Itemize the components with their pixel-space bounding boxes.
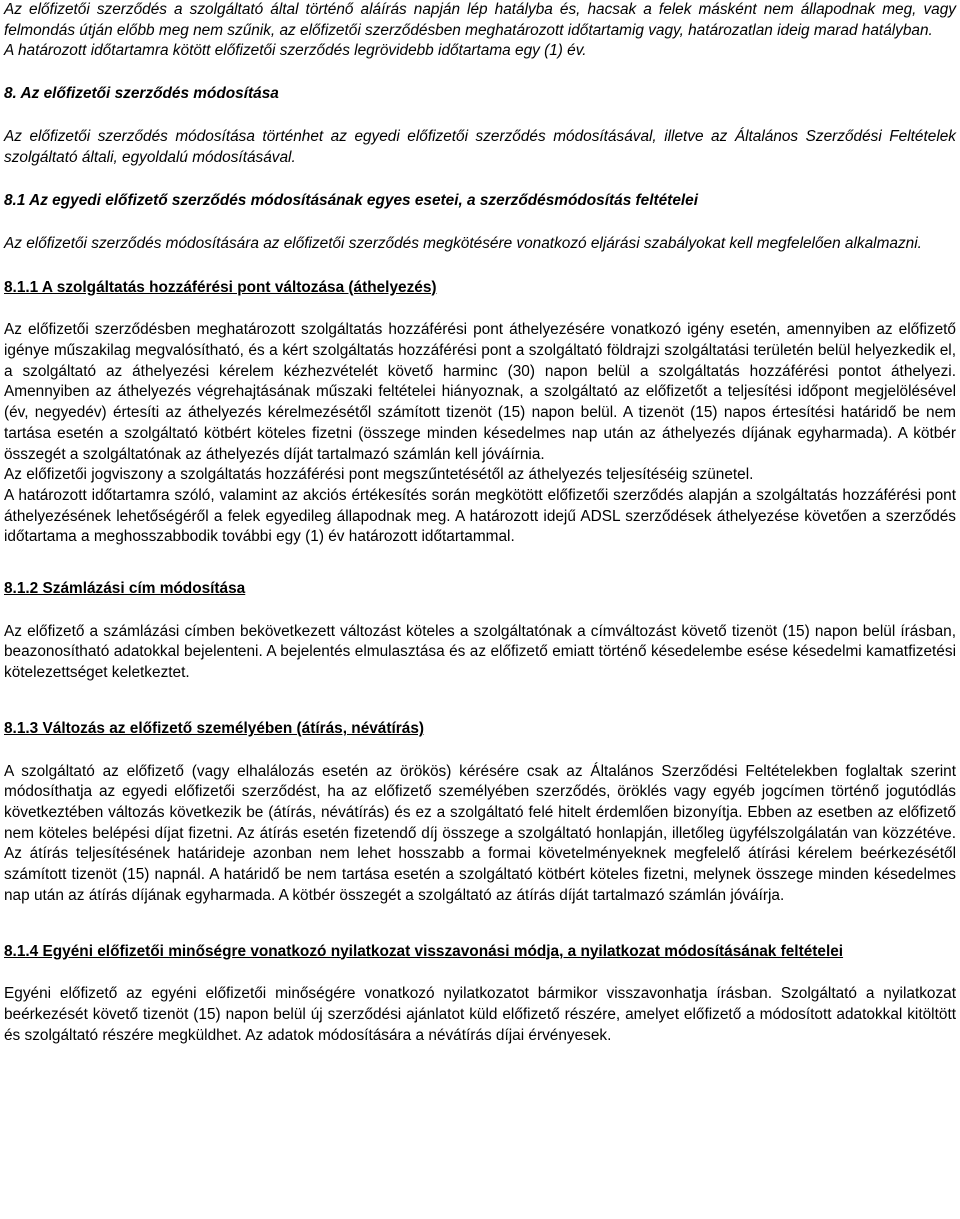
section-8-1-heading: 8.1 Az egyedi előfizető szerződés módosításának egyes esetei, a szerződésmódosítás feltételei [4, 192, 698, 210]
section-8-1-body: Az előfizetői szerződés módosítására az előfizetői szerződés megkötésére vonatkozó eljárási szabályokat kell megfelelően alkalmazni. [4, 234, 922, 252]
section-8-1-4-body: Egyéni előfizető az egyéni előfizetői minőségére vonatkozó nyilatkozatot bármikor visszavonhatja írásban. Szolgáltató a nyilatkozat beérkezését követő tizenöt (15) napon belül új szerződési ajánlatot küld előfizető részére, amelyet előfizető a módosított adatokkal kitöltött és szolgáltató részére megküldhet. Az adatok módosítására a névátírás díjai érvényesek. [4, 985, 956, 1044]
section-8-1-2-heading: 8.1.2 Számlázási cím módosítása [4, 580, 246, 598]
section-8-1-1-paragraph-3: A határozott időtartamra szóló, valamint az akciós értékesítés során megkötött előfizetői szerződés alapján a szolgáltatás hozzáférési pont áthelyezésének lehetőségéről a felek egyedileg állapodnak meg. A határozott idejű ADSL szerződések áthelyezése követően a szerződés időtartama a meghosszabbodik további egy (1) év határozott időtartammal. [4, 486, 956, 546]
section-8-1-1-paragraph-2: Az előfizetői jogviszony a szolgáltatás hozzáférési pont megszűntetésétől az áthelyezés teljesítéséig szünetel. [4, 466, 754, 484]
section-8-body: Az előfizetői szerződés módosítása történhet az egyedi előfizetői szerződés módosításával, illetve az Általános Szerződési Feltételek szolgáltató általi, egyoldalú módosításával. [4, 127, 956, 166]
section-8-1-3-body: A szolgáltató az előfizető (vagy elhalálozás esetén az örökös) kérésére csak az Általános Szerződési Feltételekben foglaltak szerint módosíthatja az egyedi előfizetői szerződést, ha az előfizető személyében szerződés, öröklés vagy egyéb jogcímen történő jogutódlás következtében változás következik be (átírás, névátírás) és ez a szolgáltató felé hitelt érdemlően bizonyítja. Ebben az esetben az előfizető nem köteles belépési díjat fizetni. Az átírás esetén fizetendő díj összege a szolgáltató honlapján, illetőleg ügyfélszolgálatán van közzétéve. Az átírás teljesítésének határideje azonban nem lehet hosszabb a formai követelményeknek megfelelő átírási kérelem beérkezésétől számított tizenöt (15) napnál. A határidő be nem tartása esetén a szolgáltató kötbért köteles fizetni, melynek összege minden késedelmes nap után az átírás díjának egyharmada. A kötbér összegét a szolgáltató az átírás díját tartalmazó számlán jóváírja. [4, 762, 956, 904]
section-8-heading: 8. Az előfizetői szerződés módosítása [4, 85, 279, 103]
document-page [4, 0, 956, 1046]
section-8-1-3-heading: 8.1.3 Változás az előfizető személyében (átírás, névátírás) [4, 719, 425, 737]
section-8-1-1-paragraph-1: Az előfizetői szerződésben meghatározott szolgáltatás hozzáférési pont áthelyezésére vonatkozó igény esetén, amennyiben az előfizető igénye műszakilag megvalósítható, és a kért szolgáltatás hozzáférési pont a szolgáltató földrajzi szolgáltatási területén belül helyezkedik el, a szolgáltató az áthelyezési kérelem kézhezvételét követő harminc (30) napon belül a szolgáltatás hozzáférési pontot áthelyezi. Amennyiben az áthelyezés végrehajtásának műszaki feltételei hiányoznak, a szolgáltató az előfizetőt a teljesítési időpont megjelölésével (év, negyedév) értesíti az áthelyezés kérelmezésétől számított tizenöt (15) napon belül. A tizenöt (15) napos értesítési határidő be nem tartása esetén a szolgáltató kötbért köteles fizetni (összege minden késedelmes nap után az áthelyezés díjának egyharmada). A kötbér összegét a szolgáltatónak az áthelyezés díját tartalmazó számlán kell jóváírnia. [4, 321, 956, 463]
intro-paragraph-2: A határozott időtartamra kötött előfizetői szerződés legrövidebb időtartama egy (1) év. [4, 42, 587, 60]
section-8-1-4-heading: 8.1.4 Egyéni előfizetői minőségre vonatkozó nyilatkozat visszavonási módja, a nyilatkozat módosításának feltételei [4, 942, 844, 960]
intro-paragraph-1: Az előfizetői szerződés a szolgáltató által történő aláírás napján lép hatályba és, hacsak a felek másként nem állapodnak meg, vagy felmondás útján előbb meg nem szűnik, az előfizetői szerződésben meghatározott időtartamig vagy, határozatlan ideig marad hatályban. [4, 1, 956, 39]
section-8-1-2-body: Az előfizető a számlázási címben bekövetkezett változást köteles a szolgáltatónak a címváltozást követő tizenöt (15) napon belül írásban, beazonosítható adatokkal bejelenteni. A bejelentés elmulasztása és az előfizető emiatt történő késedelembe esése késedelmi kamatfizetési kötelezettséget keletkeztet. [4, 622, 956, 682]
section-8-1-1-heading: 8.1.1 A szolgáltatás hozzáférési pont változása (áthelyezés) [4, 278, 437, 296]
